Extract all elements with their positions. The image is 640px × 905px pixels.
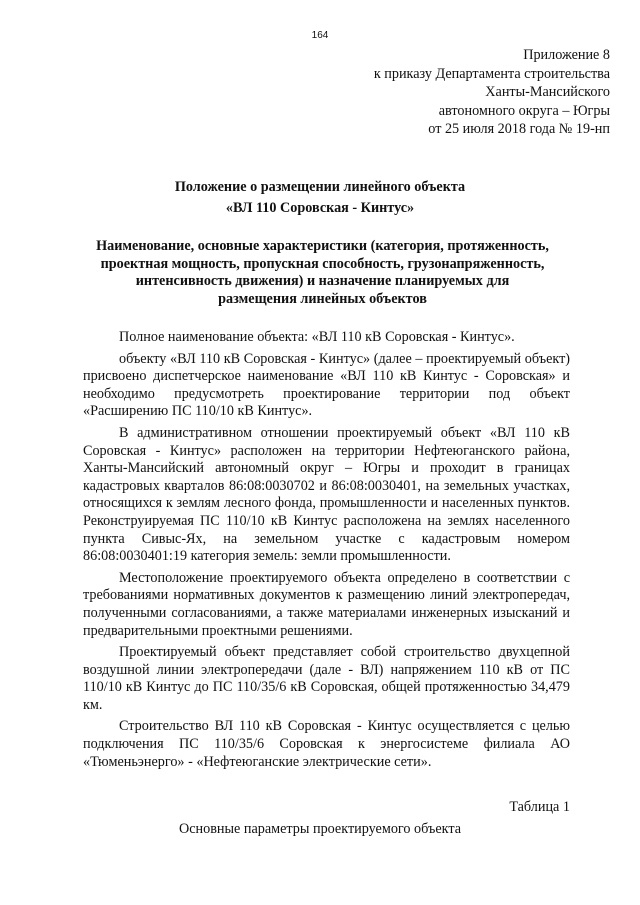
paragraph-purpose: Строительство ВЛ 110 кВ Соровская - Кинтус осуществляется с целью подключения ПС 110/35/6 Соровская к энергосистеме филиала АО «Тюменьэнерго» - «Нефтеюганские электрические сети». [83, 718, 570, 770]
table-caption: Таблица 1 [509, 799, 570, 815]
paragraph-object-description: Проектируемый объект представляет собой строительство двухцепной воздушной линии электропередачи (дале - ВЛ) напряжением 110 кВ от ПС 110/10 кВ Кинтус до ПС 110/35/6 кВ Соровская, общей протяженностью 34,479 км. [83, 644, 570, 713]
appendix-line: Приложение 8 [523, 47, 610, 63]
paragraph-dispatch-name: объекту «ВЛ 110 кВ Соровская - Кинтус» (далее – проектируемый объект) присвоено диспетчерское наименование «ВЛ 110 кВ Кинтус - Соровская» и необходимо предусмотреть проектирование территории под объект «Расширению ПС 110/10 кВ Кинтус». [83, 350, 570, 420]
table-title: Основные параметры проектируемого объекта [178, 821, 461, 837]
appendix-header [374, 46, 610, 139]
appendix-line: от 25 июля 2018 года № 19-нп [428, 121, 610, 138]
document-title [0, 177, 640, 219]
appendix-line: к приказу Департамента строительства [373, 65, 610, 82]
title-line: Положение о размещении линейного объекта [174, 179, 466, 195]
body-text [83, 329, 570, 775]
paragraph-location: В административном отношении проектируемый объект «ВЛ 110 кВ Соровская - Кинтус» расположен на территории Нефтеюганского района, Ханты-Мансийский автономный округ – Югры и проходит в границах кадастровых кварталов 86:08:0030702 и 86:08:0030401, на земельных участках, относящихся к землям лесного фонда, промышленности и населенных пунктов. Реконструируемая ПС 110/10 кВ Кинтус расположена на землях населенного пункта Сивыс-Ях, на земельном участке с кадастровым номером 86:08:0030401:19 категория земель: земли промышленности. [83, 424, 570, 565]
appendix-line: Ханты-Мансийского [485, 84, 610, 101]
page-number: 164 [311, 30, 329, 41]
title-line: «ВЛ 110 Соровская - Кинтус» [225, 200, 415, 216]
paragraph-placement: Местоположение проектируемого объекта определено в соответствии с требованиями нормативных документов к размещению линий электропередач, полученными согласованиями, а также материалами инженерных изысканий и предварительными проектными решениями. [83, 569, 570, 639]
section-heading: Наименование, основные характеристики (категория, протяженность, проектная мощность, пропускная способность, грузонапряженность, интенсивность движения) и назначение планируемых для размещения линейных объектов [96, 238, 549, 307]
appendix-line: автономного округа – Югры [438, 102, 610, 119]
paragraph-full-name: Полное наименование объекта: «ВЛ 110 кВ Соровская - Кинтус». [119, 329, 515, 345]
